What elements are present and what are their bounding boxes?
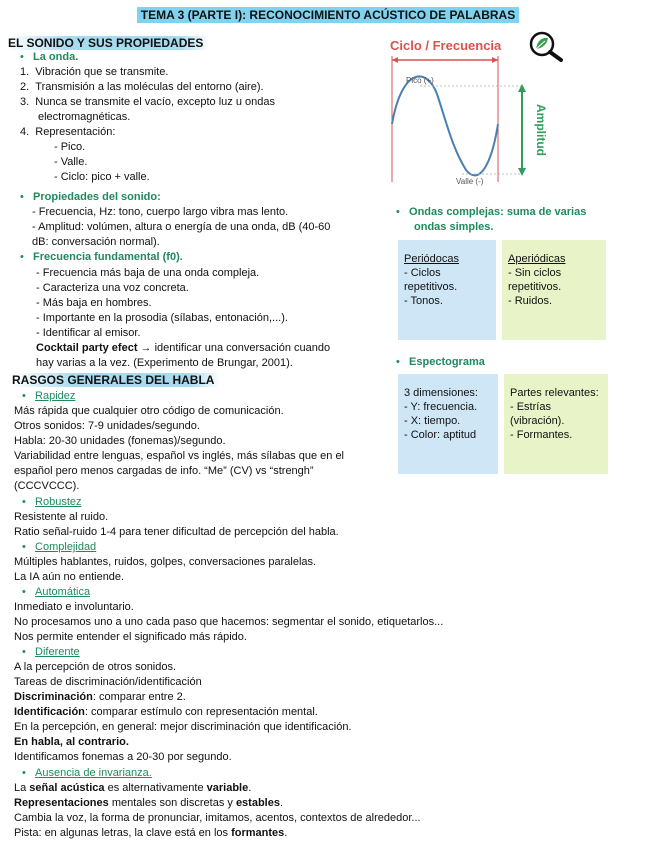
parts-line: Partes relevantes: bbox=[510, 387, 599, 399]
onda-label: • La onda. bbox=[20, 51, 79, 63]
fundamental-line: - Más baja en hombres. bbox=[36, 297, 152, 309]
invarianza-line: Representaciones mentales son discretas y estables. bbox=[14, 797, 284, 809]
periodic-title: Periódocas bbox=[404, 253, 460, 265]
fundamental-line: - Caracteriza una voz concreta. bbox=[36, 282, 189, 294]
robustez-line: Resistente al ruido. bbox=[14, 511, 109, 523]
dims-line: 3 dimensiones: bbox=[404, 387, 478, 399]
periodic-line: - Tonos. bbox=[404, 295, 443, 307]
rapidez-label: • Rapidez bbox=[22, 390, 76, 402]
diferente-line: A la percepción de otros sonidos. bbox=[14, 661, 177, 673]
rapidez-line: (CCCVCCC). bbox=[14, 480, 80, 492]
propiedades-line: dB: conversación normal). bbox=[32, 236, 160, 248]
list-item: 2. Transmisión a las moléculas del entorno (aire). bbox=[20, 81, 264, 93]
diferente-line: Discriminación: comparar entre 2. bbox=[14, 691, 186, 703]
parts-line: - Estrías bbox=[510, 401, 551, 413]
cocktail-line: Cocktail party efect → identificar una conversación cuando bbox=[36, 342, 331, 354]
list-item: 1. Vibración que se transmite. bbox=[20, 66, 169, 78]
parts-line: - Formantes. bbox=[510, 429, 573, 441]
invarianza-label: • Ausencia de invarianza. bbox=[22, 767, 152, 779]
rapidez-line: Otros sonidos: 7-9 unidades/segundo. bbox=[14, 420, 200, 432]
espectograma-heading: • Espectograma bbox=[396, 356, 485, 368]
amplitude-label: Amplitud bbox=[534, 104, 548, 156]
periodic-line: repetitivos. bbox=[404, 281, 458, 293]
aperiodic-line: - Sin ciclos bbox=[508, 267, 562, 279]
aperiodic-line: - Ruidos. bbox=[508, 295, 553, 307]
automatica-line: Inmediato e involuntario. bbox=[14, 601, 134, 613]
dims-line: - Y: frecuencia. bbox=[404, 401, 478, 413]
list-item: 3. Nunca se transmite el vacío, excepto luz u ondas bbox=[20, 96, 275, 108]
sub-item-ciclo: - Ciclo: pico + valle. bbox=[54, 171, 150, 183]
periodic-box bbox=[398, 240, 496, 340]
rapidez-line: español pero menos cargadas de info. “Me” (CV) vs “strengh” bbox=[14, 465, 314, 477]
sub-item-valle: - Valle. bbox=[54, 156, 88, 168]
aperiodic-line: repetitivos. bbox=[508, 281, 562, 293]
propiedades-line: - Amplitud: volúmen, altura o energía de una onda, dB (40-60 bbox=[32, 221, 331, 233]
sine-wave bbox=[392, 76, 498, 175]
robustez-line: Ratio señal-ruido 1-4 para tener dificultad de percepción del habla. bbox=[14, 526, 339, 538]
rapidez-line: Más rápida que cualquier otro código de comunicación. bbox=[14, 405, 284, 417]
aperiodic-box bbox=[502, 240, 606, 340]
complejas-heading: • Ondas complejas: suma de varias bbox=[396, 206, 587, 218]
invarianza-line: La señal acústica es alternativamente variable. bbox=[14, 782, 252, 794]
rapidez-line: Habla: 20-30 unidades (fonemas)/segundo. bbox=[14, 435, 226, 447]
propiedades-label: • Propiedades del sonido: bbox=[20, 191, 161, 203]
dims-line: - X: tiempo. bbox=[404, 415, 461, 427]
list-item: 4. Representación: bbox=[20, 126, 116, 138]
diferente-line: En la percepción, en general: mejor discriminación que identificación. bbox=[14, 721, 352, 733]
complejidad-label: • Complejidad bbox=[22, 541, 97, 553]
parts-line: (vibración). bbox=[510, 415, 565, 427]
diferente-label: • Diferente bbox=[22, 646, 80, 658]
fundamental-line: - Importante en la prosodia (sílabas, entonación,...). bbox=[36, 312, 288, 324]
section-heading-habla: RASGOS GENERALES DEL HABLA bbox=[12, 373, 220, 387]
dimensions-box bbox=[398, 374, 498, 474]
complejidad-line: La IA aún no entiende. bbox=[14, 571, 125, 583]
diferente-line: Tareas de discriminación/identificación bbox=[14, 676, 202, 688]
invarianza-line: Cambia la voz, la forma de pronunciar, imitamos, acentos, contextos de alrededor... bbox=[14, 812, 421, 824]
complejidad-line: Múltiples hablantes, ruidos, golpes, conversaciones paralelas. bbox=[14, 556, 317, 568]
periodic-line: - Ciclos bbox=[404, 267, 441, 279]
diferente-line: Identificación: comparar estímulo con representación mental. bbox=[14, 706, 318, 718]
complejas-heading-2: ondas simples. bbox=[414, 221, 494, 233]
aperiodic-title: Aperiódicas bbox=[508, 253, 566, 265]
diferente-line: Identificamos fonemas a 20-30 por segundo. bbox=[14, 751, 232, 763]
rapidez-line: Variabilidad entre lenguas, español vs inglés, más sílabas que en el bbox=[14, 450, 344, 462]
automatica-label: • Automática bbox=[22, 586, 91, 598]
cocktail-line-2: hay varias a la vez. (Experimento de Brungar, 2001). bbox=[36, 357, 293, 369]
diferente-line: En habla, al contrario. bbox=[14, 736, 129, 748]
automatica-line: No procesamos uno a uno cada paso que hacemos: segmentar el sonido, etiquetarlos... bbox=[14, 616, 444, 628]
sub-item-pico: - Pico. bbox=[54, 141, 86, 153]
list-item-cont: electromagnéticas. bbox=[38, 111, 131, 123]
automatica-line: Nos permite entender el significado más rápido. bbox=[14, 631, 247, 643]
fundamental-label: • Frecuencia fundamental (f0). bbox=[20, 251, 183, 263]
peak-label: Pico (+) bbox=[406, 76, 434, 85]
valley-label: Valle (-) bbox=[456, 177, 484, 186]
parts-box bbox=[504, 374, 608, 474]
propiedades-line: - Frecuencia, Hz: tono, cuerpo largo vibra mas lento. bbox=[32, 206, 289, 218]
page-title: TEMA 3 (PARTE I): RECONOCIMIENTO ACÚSTICO DE PALABRAS bbox=[0, 8, 656, 22]
section-heading-sonido: EL SONIDO Y SUS PROPIEDADES bbox=[8, 36, 209, 50]
diagram-title: Ciclo / Frecuencia bbox=[390, 38, 502, 53]
dims-line: - Color: aptitud bbox=[404, 429, 477, 441]
robustez-label: • Robustez bbox=[22, 496, 82, 508]
fundamental-line: - Frecuencia más baja de una onda compleja. bbox=[36, 267, 260, 279]
fundamental-line: - Identificar al emisor. bbox=[36, 327, 141, 339]
invarianza-line: Pista: en algunas letras, la clave está en los formantes. bbox=[14, 827, 288, 839]
